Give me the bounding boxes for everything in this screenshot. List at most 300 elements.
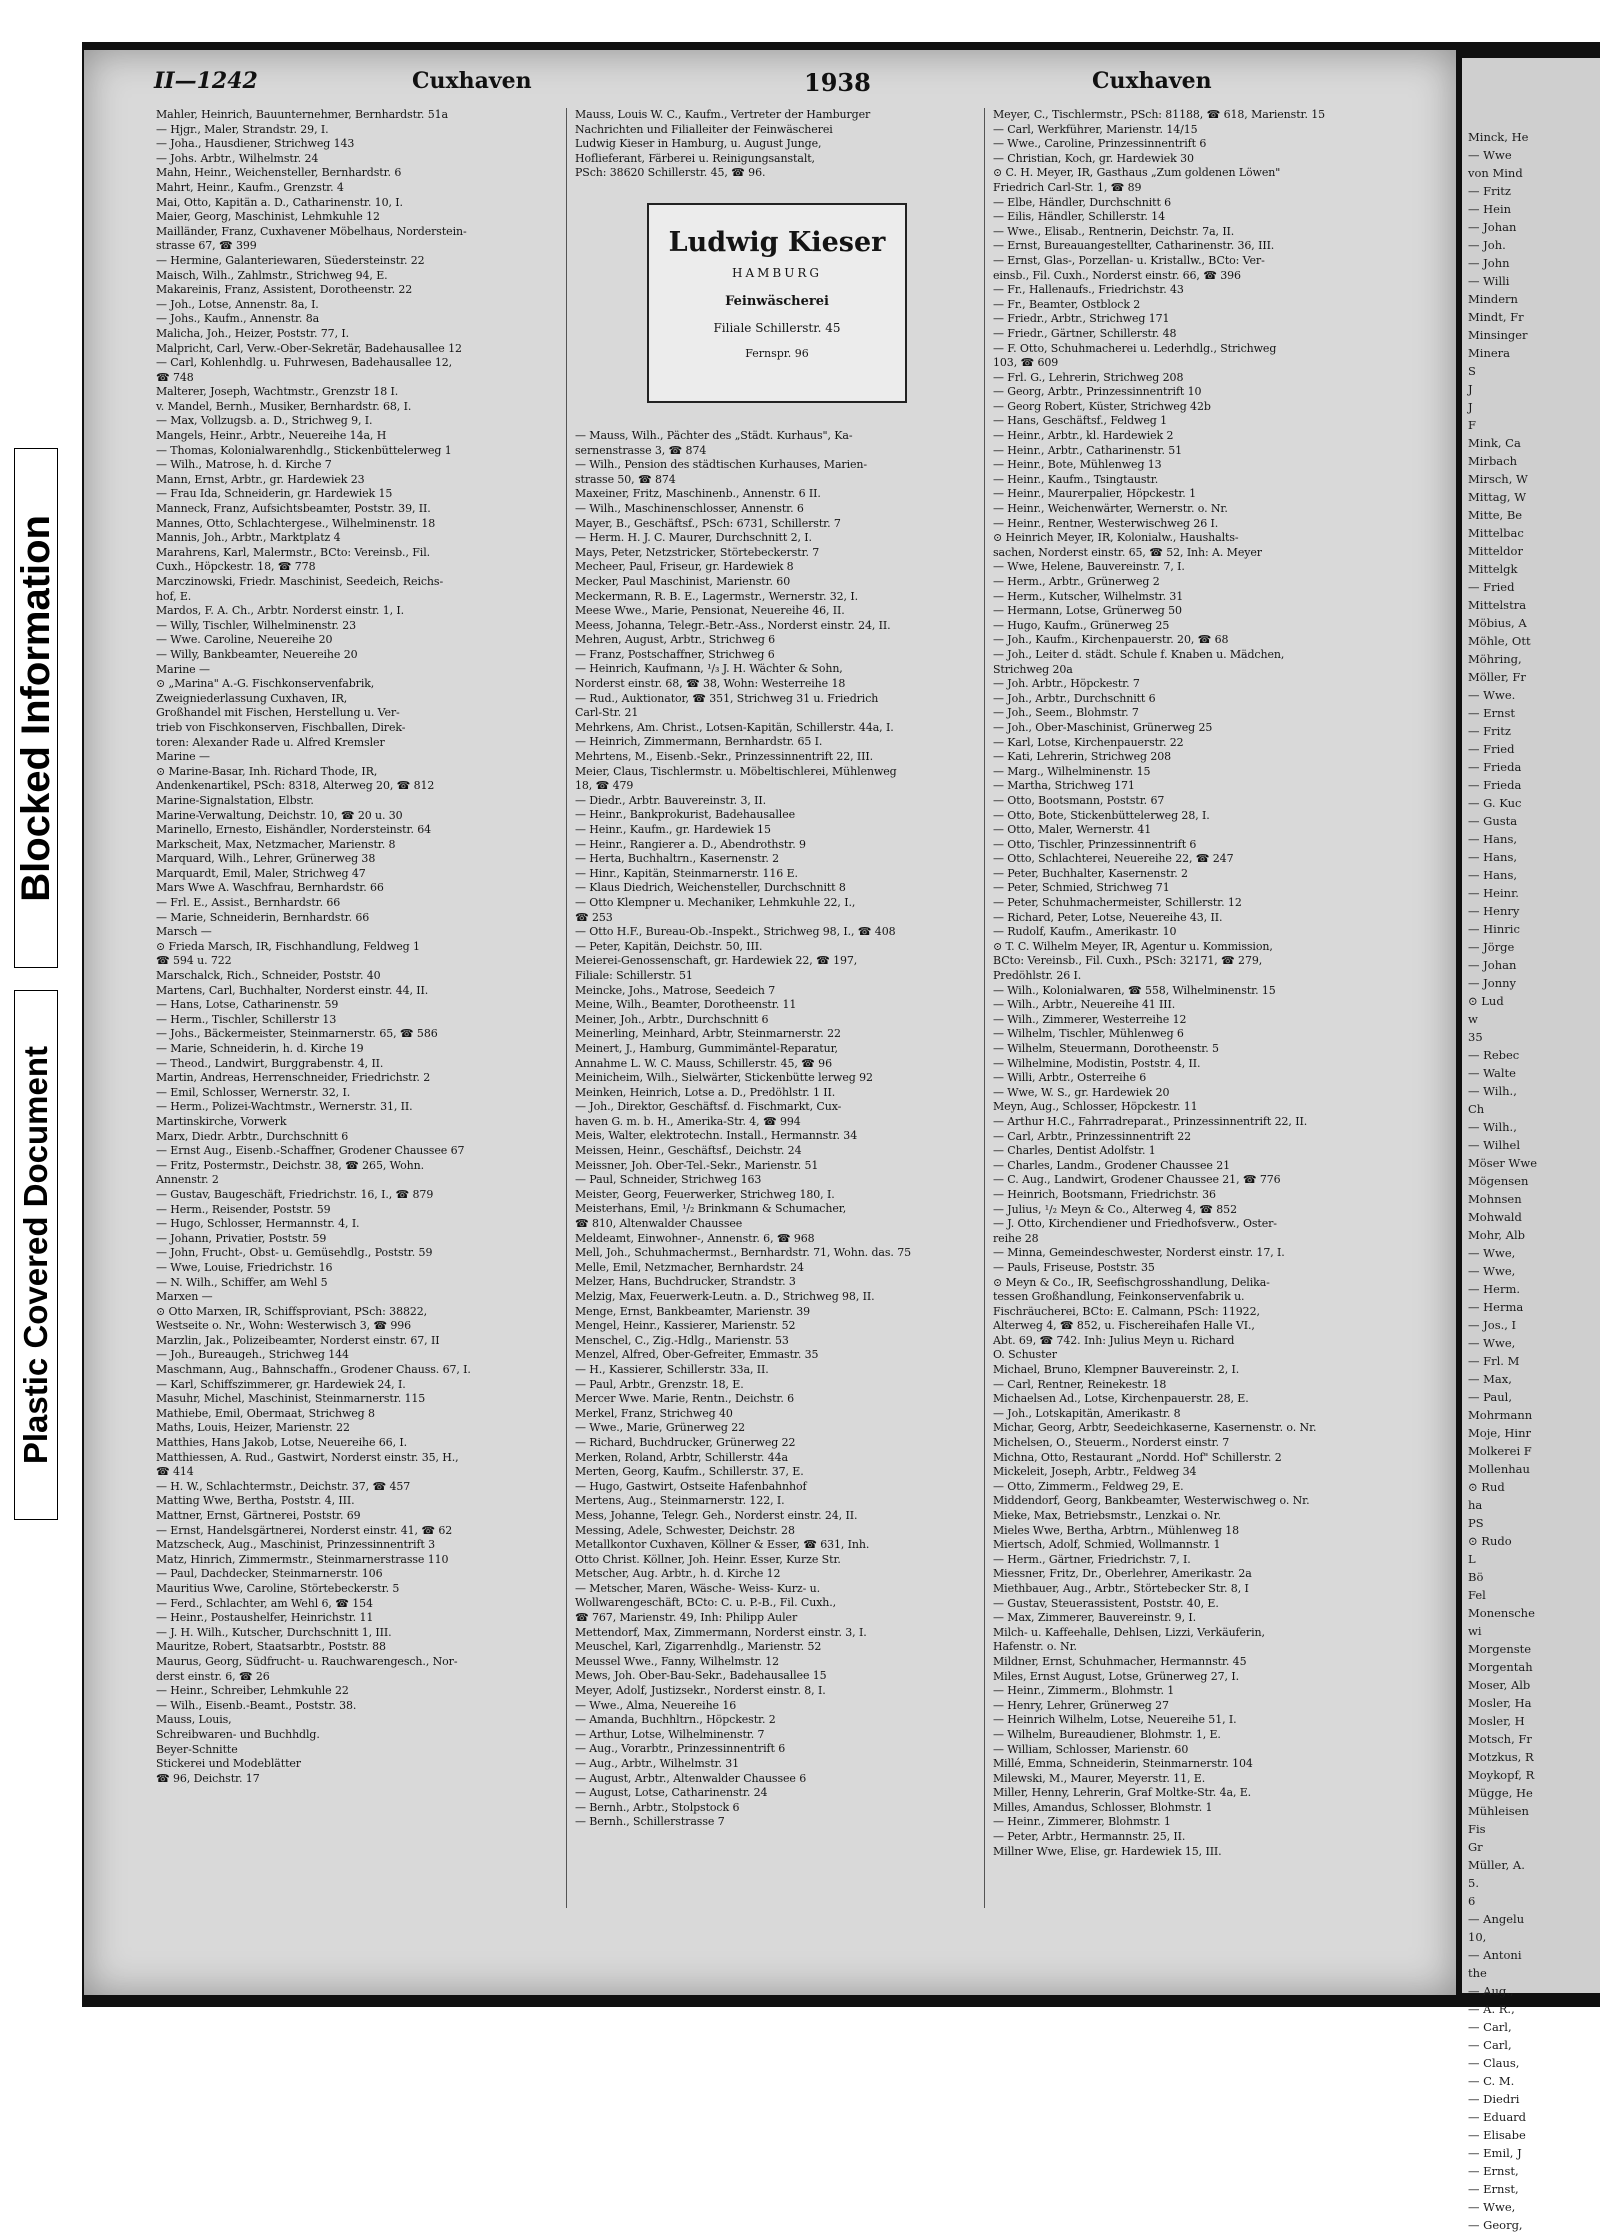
directory-entry: — Hermann, Lotse, Grünerweg 50 [993,604,1182,618]
directory-entry: — Wwe., Alma, Neuereihe 16 [575,1698,737,1712]
directory-entry: Mink, Ca [1468,436,1521,450]
directory-entry: Malterer, Joseph, Wachtmstr., Grenzstr 18 I. [156,385,399,399]
directory-entry: — C. Aug., Landwirt, Grodener Chaussee 21, ☎ 776 [993,1173,1281,1187]
directory-entry: Maschmann, Aug., Bahnschaffn., Grodener Chauss. 67, I. [156,1363,471,1377]
directory-entry: — Diedri [1468,2092,1520,2106]
directory-entry: Maths, Louis, Heizer, Marienstr. 22 [156,1421,350,1435]
directory-entry: — Hugo, Kaufm., Grünerweg 25 [993,618,1170,632]
directory-entry: — Wwe, [1468,1336,1516,1350]
directory-entry: Miessner, Fritz, Dr., Oberlehrer, Amerikastr. 2a [993,1567,1252,1581]
directory-entry: Meussel Wwe., Fanny, Wilhelmstr. 12 [575,1654,780,1668]
directory-entry: — Hinr., Kapitän, Steinmarnerstr. 116 E. [575,866,798,880]
directory-entry: Marschalck, Rich., Schneider, Poststr. 40 [156,969,381,983]
directory-entry: — Peter, Schuhmachermeister, Schillerstr. 12 [993,896,1242,910]
directory-entry: Mayer, B., Geschäftsf., PSch: 6731, Schillerstr. 7 [575,516,841,530]
directory-entry: Mertens, Aug., Steinmarnerstr. 122, I. [575,1494,785,1508]
directory-entry: Möbius, A [1468,616,1527,630]
directory-entry: Möser Wwe [1468,1156,1538,1170]
directory-entry: — Arthur H.C., Fahrradreparat., Prinzessinnentrift 22, II. [993,1114,1308,1128]
directory-entry: Merken, Roland, Arbtr, Schillerstr. 44a [575,1450,788,1464]
directory-entry: — N. Wilh., Schiffer, am Wehl 5 [156,1275,328,1289]
directory-entry: Stickerei und Modeblätter [156,1757,301,1771]
directory-entry: — Heinrich, Kaufmann, ¹/₃ J. H. Wächter & Sohn, [575,662,843,676]
directory-entry: — Paul, Arbtr., Grenzstr. 18, E. [575,1377,744,1391]
directory-entry: — Ernst Aug., Eisenb.-Schaffner, Grodener Chaussee 67 [156,1144,465,1158]
directory-entry: — Richard, Buchdrucker, Grünerweg 22 [575,1435,796,1449]
directory-entry: — Heinr., Zimmerer, Blohmstr. 1 [993,1815,1171,1829]
directory-entry: ☎ 96, Deichstr. 17 [156,1771,260,1785]
directory-entry: Melle, Emil, Netzmacher, Bernhardstr. 24 [575,1260,804,1274]
directory-entry: — Otto, Tischler, Prinzessinnentrift 6 [993,837,1197,851]
directory-entry: — Heinr., Kaufm., gr. Hardewiek 15 [575,823,771,836]
directory-entry: Menschel, C., Zig.-Hdlg., Marienstr. 53 [575,1333,789,1347]
directory-entry: Meier, Claus, Tischlermstr. u. Möbeltischlerei, Mühlenweg [575,764,897,778]
directory-entry: Malpricht, Carl, Verw.-Ober-Sekretär, Badehausallee 12 [156,341,462,355]
directory-entry: — Elisabe [1468,2128,1526,2142]
directory-entry: — Joh., Lotskapitän, Amerikastr. 8 [993,1406,1181,1420]
directory-entry: Menge, Ernst, Bankbeamter, Marienstr. 39 [575,1304,811,1318]
directory-entry: — Heinr., Arbtr., Catharinenstr. 51 [993,443,1183,457]
directory-entry: Matthies, Hans Jakob, Lotse, Neuereihe 66, I. [156,1436,408,1450]
directory-entry: hof, E. [156,589,192,603]
directory-entry: Mehren, August, Arbtr., Strichweg 6 [575,633,776,647]
directory-entry: — Georg, Arbtr., Prinzessinnentrift 10 [993,385,1202,399]
directory-entry: Mohnsen [1468,1192,1522,1206]
directory-entry: — C. M. [1468,2074,1515,2088]
directory-entry: Mosler, Ha [1468,1696,1532,1710]
directory-entry: — Martha, Strichweg 171 [993,779,1135,793]
directory-entry: Mailländer, Franz, Cuxhavener Möbelhaus, Norderstein- [156,224,467,238]
directory-entry: Marsch — [156,925,212,939]
directory-entry: Menzel, Alfred, Ober-Gefreiter, Emmastr. 35 [575,1348,819,1362]
directory-entry: — Max, Zimmerer, Bauvereinstr. 9, I. [993,1611,1197,1625]
directory-entry: Carl-Str. 21 [575,706,639,720]
directory-entry: Mohrmann [1468,1408,1533,1422]
directory-entry: — Wilh., Maschinenschlosser, Annenstr. 6 [575,501,804,515]
directory-entry: — Walte [1468,1066,1516,1080]
directory-entry: — Wwe, Helene, Bauvereinstr. 7, I. [993,560,1185,574]
directory-entry: — Peter, Schmied, Strichweg 71 [993,881,1170,895]
directory-entry: — Peter, Kapitän, Deichstr. 50, III. [575,939,763,953]
directory-entry: ⊙ Meyn & Co., IR, Seefischgrosshandlung, Delika- [993,1275,1270,1289]
directory-entry: 103, ☎ 609 [993,356,1059,370]
directory-entry: Milewski, M., Maurer, Meyerstr. 11, E. [993,1771,1206,1785]
directory-entry: reihe 28 [993,1231,1039,1245]
directory-entry: toren: Alexander Rade u. Alfred Kremsler [156,735,385,749]
header-year: 1938 [804,68,871,97]
directory-entry: 10, [1468,1930,1487,1944]
directory-entry: Mollenhau [1468,1462,1530,1476]
directory-entry: — Wwe, [1468,1246,1516,1260]
directory-entry: Mehrkens, Am. Christ., Lotsen-Kapitän, Schillerstr. 44a, I. [575,720,894,734]
directory-entry: Mohwald [1468,1210,1522,1224]
directory-entry: — Claus, [1468,2056,1520,2070]
directory-entry: Mittelgk [1468,562,1518,576]
directory-entry: — Johs. Arbtr., Wilhelmstr. 24 [156,151,319,165]
directory-entry: trieb von Fischkonserven, Fischballen, Direk- [156,720,406,734]
directory-entry: Mohr, Alb [1468,1228,1525,1242]
directory-entry: — Wilh., Arbtr., Neuereihe 41 III. [993,998,1176,1012]
directory-entry: Meuschel, Karl, Zigarrenhdlg., Marienstr. 52 [575,1640,822,1654]
directory-entry: — Ernst, Handelsgärtnerei, Norderst einstr. 41, ☎ 62 [156,1523,453,1537]
directory-entry: — Georg, [1468,2218,1523,2232]
directory-entry: Masuhr, Michel, Maschinist, Steinmarnerstr. 115 [156,1392,426,1406]
directory-entry: Mars Wwe A. Waschfrau, Bernhardstr. 66 [156,881,384,895]
directory-entry: — Joh., Direktor, Geschäftsf. d. Fischmarkt, Cux- [575,1100,842,1114]
directory-entry: — Willi [1468,274,1510,288]
directory-entry: — Karl, Lotse, Kirchenpauerstr. 22 [993,735,1184,749]
directory-entry: J [1468,382,1473,396]
directory-entry: Maxeiner, Fritz, Maschinenb., Annenstr. 6 II. [575,487,821,501]
directory-entry: — Wilh., Eisenb.-Beamt., Poststr. 38. [156,1698,357,1712]
directory-entry: Mathiebe, Emil, Obermaat, Strichweg 8 [156,1406,375,1420]
directory-entry: — Wwe, Louise, Friedrichstr. 16 [156,1260,333,1274]
directory-entry: — Christian, Koch, gr. Hardewiek 30 [993,151,1194,165]
directory-entry: Mauritze, Robert, Staatsarbtr., Poststr. 88 [156,1640,386,1654]
directory-entry: Mügge, He [1468,1786,1533,1800]
directory-entry: ⊙ Marine-Basar, Inh. Richard Thode, IR, [156,764,378,778]
directory-entry: Mays, Peter, Netzstricker, Störtebeckerstr. 7 [575,545,820,559]
directory-entry: — Herm. [1468,1282,1521,1296]
directory-entry: — Paul, Dachdecker, Steinmarnerstr. 106 [156,1567,383,1581]
directory-entry: — Hans, [1468,868,1518,882]
directory-entry: Marzlin, Jak., Polizeibeamter, Norderst einstr. 67, II [156,1333,440,1347]
directory-entry: ☎ 767, Marienstr. 49, Inh: Philipp Auler [575,1611,798,1625]
directory-entry: Maier, Georg, Maschinist, Lehmkuhle 12 [156,210,380,224]
directory-entry: — Johan [1468,958,1517,972]
directory-entry: — Wwe. Caroline, Neuereihe 20 [156,633,333,647]
directory-entry: — Gusta [1468,814,1518,828]
directory-entry: — Johs., Kaufm., Annenstr. 8a [156,312,320,326]
directory-entry: — Friedr., Arbtr., Strichweg 171 [993,312,1170,326]
directory-entry: Minera [1468,346,1511,360]
directory-entry: — Max, [1468,1372,1512,1386]
directory-entry: — Carl, Werkführer, Marienstr. 14/15 [993,122,1198,136]
directory-entry: Minck, He [1468,130,1529,144]
directory-entry: ☎ 748 [156,370,194,384]
directory-entry: Wollwarengeschäft, BCto: C. u. P.-B., Fil. Cuxh., [575,1596,837,1610]
directory-entry: Marxen — [156,1290,213,1304]
directory-entry: — Joh., Kaufm., Kirchenpauerstr. 20, ☎ 68 [993,633,1229,647]
directory-entry: Marine-Verwaltung, Deichstr. 10, ☎ 20 u. 30 [156,808,403,822]
directory-entry: ⊙ Rud [1468,1480,1505,1494]
directory-entry: Miertsch, Adolf, Schmied, Wollmannstr. 1 [993,1538,1221,1552]
directory-entry: Mardos, F. A. Ch., Arbtr. Norderst einstr. 1, I. [156,604,405,618]
directory-entry: — A. R., [1468,2002,1515,2016]
directory-entry: — Richard, Peter, Lotse, Neuereihe 43, II. [993,910,1223,924]
directory-entry: Mosler, H [1468,1714,1525,1728]
directory-entry: Melzer, Hans, Buchdrucker, Strandstr. 3 [575,1275,796,1289]
directory-entry: BCto: Vereinsb., Fil. Cuxh., PSch: 32171, ☎ 279, [993,954,1263,968]
directory-entry: Mettendorf, Max, Zimmermann, Norderst einstr. 3, I. [575,1625,867,1639]
ad-phone: Fernspr. 96 [745,346,809,360]
directory-entry: Marine — [156,662,210,676]
ad-name: Ludwig Kieser [668,226,886,258]
directory-entry: — Gustav, Steuerassistent, Poststr. 40, E. [993,1596,1219,1610]
directory-entry: Marine — [156,750,210,764]
directory-entry: — Hans, [1468,832,1518,846]
directory-entry: Ludwig Kieser in Hamburg, u. August Junge, [575,137,822,151]
directory-entry: 6 [1468,1894,1476,1908]
directory-entry: — Herm., Gärtner, Friedrichstr. 7, I. [993,1552,1191,1566]
directory-entry: Miller, Henny, Lehrerin, Graf Moltke-Str. 4a, E. [993,1786,1252,1800]
directory-entry: Großhandel mit Fischen, Herstellung u. Ver- [156,706,400,720]
directory-entry: — Wilhelm, Steuermann, Dorotheenstr. 5 [993,1042,1219,1055]
directory-entry: — Otto H.F., Bureau-Ob.-Inspekt., Strichweg 98, I., ☎ 408 [575,925,896,939]
directory-entry: — Herm. H. J. C. Maurer, Durchschnitt 2, I. [575,531,812,545]
directory-entry: Hafenstr. o. Nr. [993,1640,1077,1654]
directory-entry: Meister, Georg, Feuerwerker, Strichweg 180, I. [575,1187,835,1201]
directory-entry: — August, Arbtr., Altenwalder Chaussee 6 [575,1771,807,1785]
directory-entry: ⊙ Lud [1468,994,1504,1008]
directory-entry: ☎ 253 [575,910,613,924]
directory-entry: — Ferd., Schlachter, am Wehl 6, ☎ 154 [156,1596,373,1610]
header-city-left: Cuxhaven [412,68,532,94]
directory-entry: — Herm., Arbtr., Grünerweg 2 [993,575,1160,588]
blocked-information-text: Blocked Information [13,514,58,902]
directory-entry: — Marie, Schneiderin, Bernhardstr. 66 [156,910,370,924]
directory-entry: — Joh., Seem., Blohmstr. 7 [993,706,1139,720]
directory-entry: ☎ 594 u. 722 [156,954,232,968]
directory-entry: — John, Frucht-, Obst- u. Gemüsehdlg., Poststr. 59 [156,1246,433,1260]
directory-entry: — Joh., Ober-Maschinist, Grünerweg 25 [993,720,1213,734]
directory-entry: — Hugo, Gastwirt, Ostseite Hafenbahnhof [575,1479,807,1493]
directory-entry: — Pauls, Friseuse, Poststr. 35 [993,1260,1155,1274]
directory-entry: — Eduard [1468,2110,1527,2124]
directory-entry: — Fritz [1468,724,1511,738]
directory-entry: 35 [1468,1030,1483,1044]
directory-entry: the [1468,1966,1487,1980]
directory-entry: Möhle, Ott [1468,634,1531,648]
directory-entry: — August, Lotse, Catharinenstr. 24 [575,1786,768,1800]
directory-entry: J [1468,400,1473,414]
directory-entry: Mannis, Joh., Arbtr., Marktplatz 4 [156,531,341,545]
directory-entry: Meine, Wilh., Beamter, Dorotheenstr. 11 [575,998,797,1012]
directory-entry: Matting Wwe, Bertha, Poststr. 4, III. [156,1494,355,1508]
column-1 [156,108,560,1908]
directory-entry: Marquardt, Emil, Maler, Strichweg 47 [156,866,366,880]
directory-entry: — Klaus Diedrich, Weichensteller, Durchschnitt 8 [575,881,846,895]
directory-entry: Marczinowski, Friedr. Maschinist, Seedeich, Reichs- [156,575,444,588]
directory-entry: ⊙ Frieda Marsch, IR, Fischhandlung, Feldweg 1 [156,939,420,953]
directory-entry: Meinert, J., Hamburg, Gummimäntel-Reparatur, [575,1041,838,1055]
directory-entry: — Hinric [1468,922,1520,936]
directory-entry: Mirbach [1468,454,1518,468]
directory-entry: Mindt, Fr [1468,310,1524,324]
directory-entry: — Fr., Beamter, Ostblock 2 [993,297,1141,311]
directory-entry: — Heinrich, Bootsmann, Friedrichstr. 36 [993,1187,1216,1201]
directory-entry: Annahme L. W. C. Mauss, Schillerstr. 45, ☎ 96 [575,1056,832,1070]
column-2-entries [575,429,979,1830]
directory-entry: — Henry [1468,904,1520,918]
directory-entry: — G. Kuc [1468,796,1522,810]
directory-entry: Friedrich Carl-Str. 1, ☎ 89 [993,180,1142,194]
directory-entry: — Elbe, Händler, Durchschnitt 6 [993,195,1172,209]
scanned-document [82,42,1600,2232]
directory-entry: Mell, Joh., Schuhmachermst., Bernhardstr. 71, Wohn. das. 75 [575,1246,912,1260]
directory-entry: — Johann, Privatier, Poststr. 59 [156,1231,327,1245]
directory-entry: Annenstr. 2 [156,1173,219,1187]
directory-entry: — Joh., Arbtr., Durchschnitt 6 [993,691,1156,705]
directory-entry: Schreibwaren- und Buchhdlg. [156,1727,320,1741]
directory-entry: Meissner, Joh. Ober-Tel.-Sekr., Marienstr. 51 [575,1158,819,1172]
directory-entry: — Friedr., Gärtner, Schillerstr. 48 [993,326,1177,340]
directory-entry: — Aug., [1468,1984,1514,1998]
directory-entry: Meyer, Adolf, Justizsekr., Norderst einstr. 8, I. [575,1684,826,1698]
directory-entry: Cuxh., Höpckestr. 18, ☎ 778 [156,560,316,574]
directory-entry: Moser, Alb [1468,1678,1531,1692]
directory-entry: strasse 67, ☎ 399 [156,239,257,253]
directory-entry: — Wilhelm, Tischler, Mühlenweg 6 [993,1027,1184,1041]
directory-entry: Martinskirche, Vorwerk [156,1114,287,1128]
directory-entry: — Wwe, [1468,2200,1516,2214]
directory-entry: Marine-Signalstation, Elbstr. [156,793,314,807]
directory-entry: ⊙ T. C. Wilhelm Meyer, IR, Agentur u. Kommission, [993,939,1273,953]
directory-entry: tessen Großhandlung, Feinkonservenfabrik u. [993,1290,1245,1304]
directory-entry: — Ernst, Bureauangestellter, Catharinenstr. 36, III. [993,239,1275,253]
directory-entry: — Karl, Schiffszimmerer, gr. Hardewiek 24, I. [156,1377,406,1391]
directory-entry: — Wilh., Kolonialwaren, ☎ 558, Wilhelminenstr. 15 [993,983,1276,997]
directory-entry: Meinken, Heinrich, Lotse a. D., Predöhlstr. 1 II. [575,1085,836,1099]
directory-entry: — J. H. Wilh., Kutscher, Durchschnitt 1, III. [156,1625,392,1639]
directory-entry: Meldeamt, Einwohner-, Annenstr. 6, ☎ 968 [575,1231,815,1245]
directory-entry: Mauritius Wwe, Caroline, Störtebeckerstr. 5 [156,1581,400,1595]
directory-entry: — Hjgr., Maler, Strandstr. 29, I. [156,122,329,136]
directory-entry: — Wwe, [1468,1264,1516,1278]
directory-entry: — Otto, Maler, Wernerstr. 41 [993,823,1152,837]
directory-entry: — Wwe., Marie, Grünerweg 22 [575,1421,746,1435]
directory-entry: Fischräucherei, BCto: E. Calmann, PSch: 11922, [993,1304,1260,1318]
directory-entry: Mahn, Heinr., Weichensteller, Bernhardstr. 6 [156,166,402,180]
directory-entry: Michar, Georg, Arbtr, Seedeichkaserne, Kasernenstr. o. Nr. [993,1421,1317,1435]
directory-entry: derst einstr. 6, ☎ 26 [156,1669,270,1683]
directory-entry: Moje, Hinr [1468,1426,1531,1440]
directory-entry: Manneck, Franz, Aufsichtsbeamter, Poststr. 39, II. [156,502,431,516]
directory-entry: Mann, Ernst, Arbtr., gr. Hardewiek 23 [156,472,365,486]
directory-entry: — Paul, [1468,1390,1512,1404]
directory-entry: — Georg Robert, Küster, Strichweg 42b [993,399,1211,413]
directory-entry: Mannes, Otto, Schlachtergese., Wilhelminenstr. 18 [156,516,436,530]
directory-entry: Meckermann, R. B. E., Lagermstr., Wernerstr. 32, I. [575,589,858,603]
directory-entry: — Heinr., Weichenwärter, Wernerstr. o. Nr. [993,502,1228,516]
directory-entry: Marquard, Wilh., Lehrer, Grünerweg 38 [156,852,376,866]
directory-entry: — J. Otto, Kirchendiener und Friedhofsverw., Oster- [993,1217,1277,1231]
directory-entry: — Herta, Buchhaltrn., Kasernenstr. 2 [575,852,780,866]
directory-entry: 5. [1468,1876,1479,1890]
directory-entry: — Fr., Hallenaufs., Friedrichstr. 43 [993,283,1184,297]
directory-entry: Meyer, C., Tischlermstr., PSch: 81188, ☎ 618, Marienstr. 15 [993,108,1326,121]
header-city-right: Cuxhaven [1092,68,1212,94]
directory-entry: — Fried [1468,742,1515,756]
directory-entry: — Ernst, Glas-, Porzellan- u. Kristallw., BCto: Ver- [993,253,1265,267]
directory-entry: w [1468,1012,1478,1026]
directory-entry: Müller, A. [1468,1858,1525,1872]
directory-page [84,50,1456,1995]
directory-entry: Mieke, Max, Betriebsmstr., Lenzkai o. Nr. [993,1509,1221,1522]
directory-entry: — William, Schlosser, Marienstr. 60 [993,1742,1189,1756]
directory-entry: Mattner, Ernst, Gärtnerei, Poststr. 69 [156,1509,361,1522]
directory-entry: Mess, Johanne, Telegr. Geh., Norderst einstr. 24, II. [575,1508,858,1522]
directory-entry: — Bernh., Arbtr., Stolpstock 6 [575,1800,740,1814]
directory-entry: Meisterhans, Emil, ¹/₂ Brinkmann & Schumacher, [575,1202,847,1216]
column-3 [984,108,1397,1908]
directory-entry: Norderst einstr. 68, ☎ 38, Wohn: Westerreihe 18 [575,677,846,691]
directory-entry: Mews, Joh. Ober-Bau-Sekr., Badehausallee 15 [575,1669,827,1683]
directory-entry: — Willy, Bankbeamter, Neuereihe 20 [156,647,358,661]
directory-entry: — H. W., Schlachtermstr., Deichstr. 37, ☎ 457 [156,1479,411,1493]
plastic-covered-text: Plastic Covered Document [17,1045,54,1465]
directory-entry: — Johan [1468,220,1517,234]
directory-entry: — Hugo, Schlosser, Hermannstr. 4, I. [156,1217,360,1231]
directory-entry: — Heinr. [1468,886,1519,900]
directory-entry: — Joh., Bureaugeh., Strichweg 144 [156,1348,349,1362]
directory-entry: — Hermine, Galanteriewaren, Süedersteinstr. 22 [156,253,425,267]
directory-entry: ⊙ Heinrich Meyer, IR, Kolonialw., Haushalts- [993,531,1239,545]
directory-entry: Moykopf, R [1468,1768,1535,1782]
directory-entry: Nachrichten und Filialleiter der Feinwäscherei [575,122,833,136]
directory-entry: strasse 50, ☎ 874 [575,472,676,486]
directory-entry: — Herma [1468,1300,1524,1314]
directory-entry: Metscher, Aug. Arbtr., h. d. Kirche 12 [575,1567,781,1581]
directory-entry: Mauss, Louis, [156,1713,232,1727]
column-2 [566,108,979,1908]
directory-entry: Meinerling, Meinhard, Arbtr, Steinmarnerstr. 22 [575,1027,841,1041]
directory-entry: Messing, Adele, Schwester, Deichstr. 28 [575,1523,795,1537]
directory-entry: — Emil, Schlosser, Wernerstr. 32, I. [156,1085,351,1099]
directory-entry: — Heinrich, Zimmermann, Bernhardstr. 65 I. [575,735,823,749]
directory-entry: — Carl, Arbtr., Prinzessinnentrift 22 [993,1129,1192,1143]
directory-entry: — Emil, J [1468,2146,1522,2160]
directory-entry: — Frau Ida, Schneiderin, gr. Hardewiek 15 [156,487,393,501]
directory-entry: — Theod., Landwirt, Burggrabenstr. 4, II. [156,1056,384,1070]
directory-entry: — Otto, Schlachterei, Neuereihe 22, ☎ 247 [993,852,1234,866]
directory-entry: Mai, Otto, Kapitän a. D., Catharinenstr. 10, I. [156,195,403,209]
directory-entry: Mitte, Be [1468,508,1523,522]
directory-entry: — Jörge [1468,940,1515,954]
directory-entry: Filiale: Schillerstr. 51 [575,968,693,982]
directory-entry: — Angelu [1468,1912,1525,1926]
directory-entry: ⊙ Rudo [1468,1534,1512,1548]
directory-entry: — Herm., Kutscher, Wilhelmstr. 31 [993,589,1184,603]
directory-entry: Millner Wwe, Elise, gr. Hardewiek 15, III. [993,1844,1222,1858]
directory-entry: ⊙ Otto Marxen, IR, Schiffsproviant, PSch: 38822, [156,1304,428,1318]
directory-entry: — Wilh., [1468,1120,1517,1134]
directory-entry: Meiner, Joh., Arbtr., Durchschnitt 6 [575,1012,769,1026]
directory-entry: — Aug., Vorarbtr., Prinzessinnentrift 6 [575,1742,786,1756]
directory-entry: Gr [1468,1840,1483,1854]
directory-entry: Zweigniederlassung Cuxhaven, IR, [156,691,348,705]
directory-entry: Monensche [1468,1606,1535,1620]
directory-entry: Motsch, Fr [1468,1732,1532,1746]
directory-entry: — Otto, Bootsmann, Poststr. 67 [993,793,1165,807]
directory-entry: — Heinr., Bote, Mühlenweg 13 [993,458,1162,472]
directory-entry: — Heinrich Wilhelm, Lotse, Neuereihe 51, I. [993,1713,1237,1727]
directory-entry: — Jos., I [1468,1318,1517,1332]
directory-entry: — Eilis, Händler, Schillerstr. 14 [993,210,1165,224]
directory-entry: — Arthur, Lotse, Wilhelminenstr. 7 [575,1727,765,1741]
directory-entry: — Wilhel [1468,1138,1521,1152]
directory-entry: — Herm., Reisender, Poststr. 59 [156,1202,331,1216]
directory-entry: L [1468,1552,1476,1566]
directory-entry: Martens, Carl, Buchhalter, Norderst einstr. 44, II. [156,983,429,997]
directory-entry: — Wwe, W. S., gr. Hardewiek 20 [993,1085,1170,1099]
directory-entry: — Minna, Gemeindeschwester, Norderst einstr. 17, I. [993,1246,1285,1260]
directory-entry: Michelsen, O., Steuerm., Norderst einstr. 7 [993,1436,1230,1450]
directory-entry: — Ernst, [1468,2182,1519,2196]
directory-entry: Meinicheim, Wilh., Sielwärter, Stickenbütte lerweg 92 [575,1071,873,1085]
directory-entry: Milch- u. Kaffeehalle, Dehlsen, Lizzi, Verkäuferin, [993,1625,1265,1639]
directory-entry: — Hans, Lotse, Catharinenstr. 59 [156,998,339,1012]
